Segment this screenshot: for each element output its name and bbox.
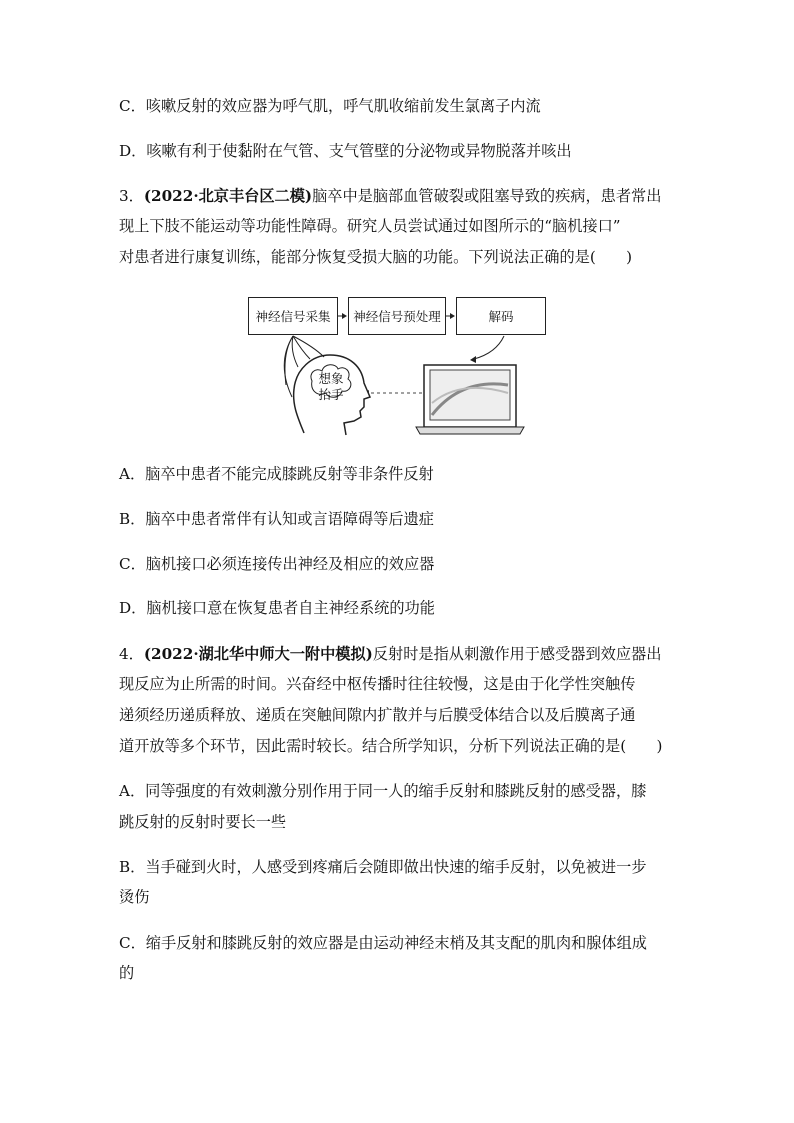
q4-option-b-line2: 烫伤 bbox=[119, 888, 150, 906]
q3-stem-line1 bbox=[119, 186, 661, 206]
arrow-box1-to-box2 bbox=[338, 313, 347, 319]
q3-option-c: C．脑机接口必须连接传出神经及相应的效应器 bbox=[119, 555, 435, 573]
q4-option-a-line2: 跳反射的反射时要长一些 bbox=[119, 813, 287, 831]
q4-source: (2022·湖北华中师大一附中模拟) bbox=[143, 645, 373, 663]
q3-source: (2022·北京丰台区二模) bbox=[143, 187, 313, 205]
arrow-decoding-to-laptop bbox=[470, 336, 504, 363]
q3-option-a: A．脑卒中患者不能完成膝跳反射等非条件反射 bbox=[119, 465, 434, 483]
q2-option-c: C．咳嗽反射的效应器为呼气肌，呼气肌收缩前发生氯离子内流 bbox=[119, 97, 541, 115]
q4-stem-line3: 递须经历递质释放、递质在突触间隙内扩散并与后膜受体结合以及后膜离子通 bbox=[119, 706, 636, 724]
q3-option-d: D．脑机接口意在恢复患者自主神经系统的功能 bbox=[119, 599, 435, 617]
arrow-laptop-to-head bbox=[363, 390, 422, 396]
q4-stem-line1 bbox=[119, 644, 661, 664]
q4-option-c-line1: C．缩手反射和膝跳反射的效应器是由运动神经末梢及其支配的肌肉和腺体组成 bbox=[119, 934, 647, 952]
q4-stem-text1: 反射时是指从刺激作用于感受器到效应器出 bbox=[372, 645, 662, 663]
q4-number: 4． bbox=[119, 645, 144, 663]
q4-stem-line4: 道开放等多个环节，因此需时较长。结合所学知识，分析下列说法正确的是( ) bbox=[119, 737, 663, 755]
box-decoding: 解码 bbox=[456, 297, 546, 335]
brain-label-imagine: 想象 bbox=[318, 371, 344, 386]
arrow-box2-to-box3 bbox=[446, 313, 455, 319]
q2-option-d: D．咳嗽有利于使黏附在气管、支气管壁的分泌物或异物脱落并咳出 bbox=[119, 142, 572, 160]
q3-stem-line2: 现上下肢不能运动等功能性障碍。研究人员尝试通过如图所示的“脑机接口” bbox=[119, 217, 621, 235]
q4-option-c-line2: 的 bbox=[119, 964, 135, 982]
box-signal-preprocessing: 神经信号预处理 bbox=[348, 297, 446, 335]
q3-stem-text1: 脑卒中是脑部血管破裂或阻塞导致的疾病，患者常出 bbox=[312, 187, 662, 205]
q4-stem-line2: 现反应为止所需的时间。兴奋经中枢传播时往往较慢，这是由于化学性突触传 bbox=[119, 675, 636, 693]
brain-computer-interface-diagram bbox=[246, 293, 556, 443]
q3-stem-line3: 对患者进行康复训练，能部分恢复受损大脑的功能。下列说法正确的是( ) bbox=[119, 248, 633, 266]
brain-label-raise-hand: 抬手 bbox=[318, 387, 344, 402]
laptop-icon bbox=[416, 365, 524, 434]
q3-option-b: B．脑卒中患者常伴有认知或言语障碍等后遗症 bbox=[119, 510, 434, 528]
q4-option-b-line1: B．当手碰到火时，人感受到疼痛后会随即做出快速的缩手反射，以免被进一步 bbox=[119, 858, 647, 876]
q3-number: 3． bbox=[119, 187, 144, 205]
box-signal-acquisition: 神经信号采集 bbox=[248, 297, 338, 335]
q4-option-a-line1: A．同等强度的有效刺激分别作用于同一人的缩手反射和膝跳反射的感受器，膝 bbox=[119, 782, 647, 800]
diagram-graphics bbox=[246, 293, 556, 443]
